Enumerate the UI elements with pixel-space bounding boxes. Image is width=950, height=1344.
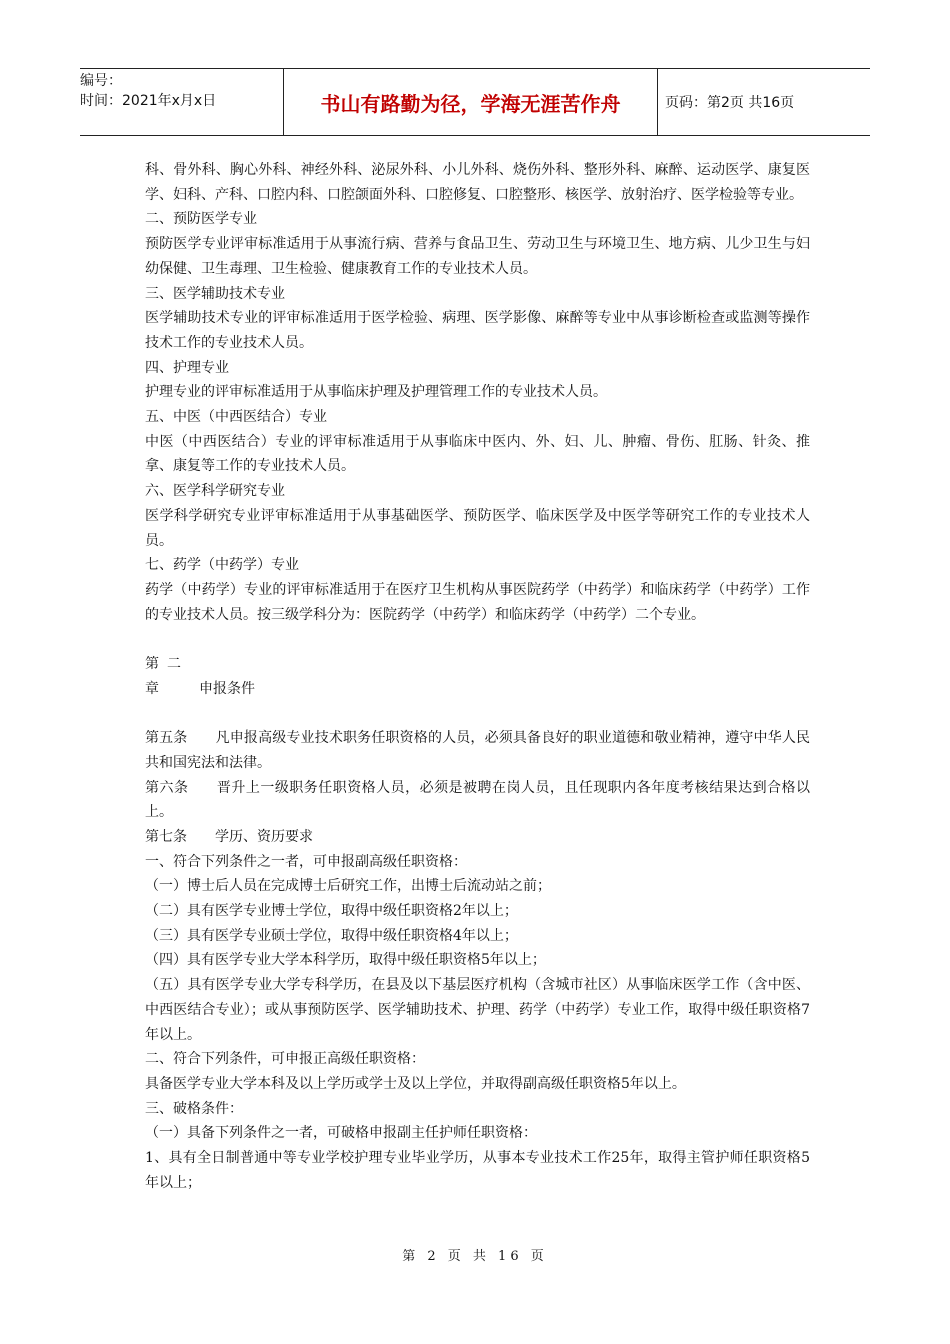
section-heading: 三、医学辅助技术专业 (145, 285, 285, 302)
section-heading: 六、医学科学研究专业 (145, 483, 285, 500)
blank-line (145, 627, 810, 652)
document-body (145, 158, 810, 1196)
chapter-number: 第二章 (145, 656, 181, 697)
paragraph: 医学科学研究专业评审标准适用于从事基础医学、预防医学、临床医学及中医学等研究工作的专业技术人员。 (145, 507, 810, 549)
article-text: 学历、资历要求 (215, 828, 313, 845)
list-item: 具备医学专业大学本科及以上学历或学士及以上学位，并取得副高级任职资格5年以上。 (145, 1075, 686, 1092)
paragraph: 医学辅助技术专业的评审标准适用于医学检验、病理、医学影像、麻醉等专业中从事诊断检查或监测等操作技术工作的专业技术人员。 (145, 310, 810, 351)
list-item: （二）具有医学专业博士学位，取得中级任职资格2年以上； (145, 903, 518, 920)
page-footer: 第 2 页 共 16 页 (402, 1249, 548, 1264)
paragraph: 护理专业的评审标准适用于从事临床护理及护理管理工作的专业技术人员。 (145, 384, 607, 401)
list-item: 三、破格条件： (145, 1100, 243, 1117)
list-item: 二、符合下列条件，可申报正高级任职资格： (145, 1051, 425, 1068)
section-heading: 二、预防医学专业 (145, 211, 257, 228)
list-item: （四）具有医学专业大学本科学历，取得中级任职资格5年以上； (145, 952, 546, 969)
article-text: 凡申报高级专业技术职务任职资格的人员，必须具备良好的职业道德和敬业精神，遵守中华人民共和国宪法和法律。 (145, 730, 810, 771)
chapter-heading (145, 652, 810, 701)
header-divider (657, 69, 658, 135)
article (145, 825, 810, 850)
paragraph: 中医（中西医结合）专业的评审标准适用于从事临床中医内、外、妇、儿、肿瘤、骨伤、肛肠、针灸、推拿、康复等工作的专业技术人员。 (145, 433, 810, 475)
section-heading: 四、护理专业 (145, 359, 229, 376)
page-header (80, 68, 870, 136)
date-line: 时间：2021年x月x日 (80, 93, 217, 109)
article-number: 第七条 (145, 828, 187, 845)
code-label: 编号： (80, 73, 122, 89)
list-item: （一）具备下列条件之一者，可破格申报副主任护师任职资格： (145, 1125, 537, 1142)
article (145, 726, 810, 775)
section-heading: 七、药学（中药学）专业 (145, 557, 299, 574)
header-page-info: 页码：第2页 共16页 (665, 95, 795, 111)
list-item: 1、具有全日制普通中等专业学校护理专业毕业学历，从事本专业技术工作25年，取得主管护师任职资格5年以上； (145, 1150, 810, 1191)
header-meta (80, 69, 283, 135)
paragraph: 预防医学专业评审标准适用于从事流行病、营养与食品卫生、劳动卫生与环境卫生、地方病、儿少卫生与妇幼保健、卫生毒理、卫生检验、健康教育工作的专业技术人员。 (145, 236, 810, 277)
article-number: 第五条 (145, 730, 188, 747)
article-number: 第六条 (145, 779, 189, 796)
paragraph: 药学（中药学）专业的评审标准适用于在医疗卫生机构从事医院药学（中药学）和临床药学（中药学）工作的专业技术人员。按三级学科分为：医院药学（中药学）和临床药学（中药学）二个专业。 (145, 581, 810, 623)
list-item: （一）博士后人员在完成博士后研究工作，出博士后流动站之前； (145, 878, 551, 895)
chapter-title: 申报条件 (199, 680, 255, 697)
list-item: （五）具有医学专业大学专科学历，在县及以下基层医疗机构（含城市社区）从事临床医学工作（含中医、中西医结合专业）；或从事预防医学、医学辅助技术、护理、药学（中药学）专业工作，取得中级任职资格7年以上。 (145, 977, 810, 1043)
list-item: 一、符合下列条件之一者，可申报副高级任职资格： (145, 853, 467, 870)
blank-line (145, 701, 810, 726)
article-text: 晋升上一级职务任职资格人员，必须是被聘在岗人员，且任现职内各年度考核结果达到合格以上。 (145, 779, 811, 821)
paragraph: 科、骨外科、胸心外科、神经外科、泌尿外科、小儿外科、烧伤外科、整形外科、麻醉、运动医学、康复医学、妇科、产科、口腔内科、口腔颌面外科、口腔修复、口腔整形、核医学、放射治疗、医学检验等专业。 (145, 162, 810, 203)
list-item: （三）具有医学专业硕士学位，取得中级任职资格4年以上； (145, 927, 518, 944)
article (145, 776, 810, 825)
section-heading: 五、中医（中西医结合）专业 (145, 409, 327, 426)
header-motto: 书山有路勤为径，学海无涯苦作舟 (320, 91, 621, 116)
